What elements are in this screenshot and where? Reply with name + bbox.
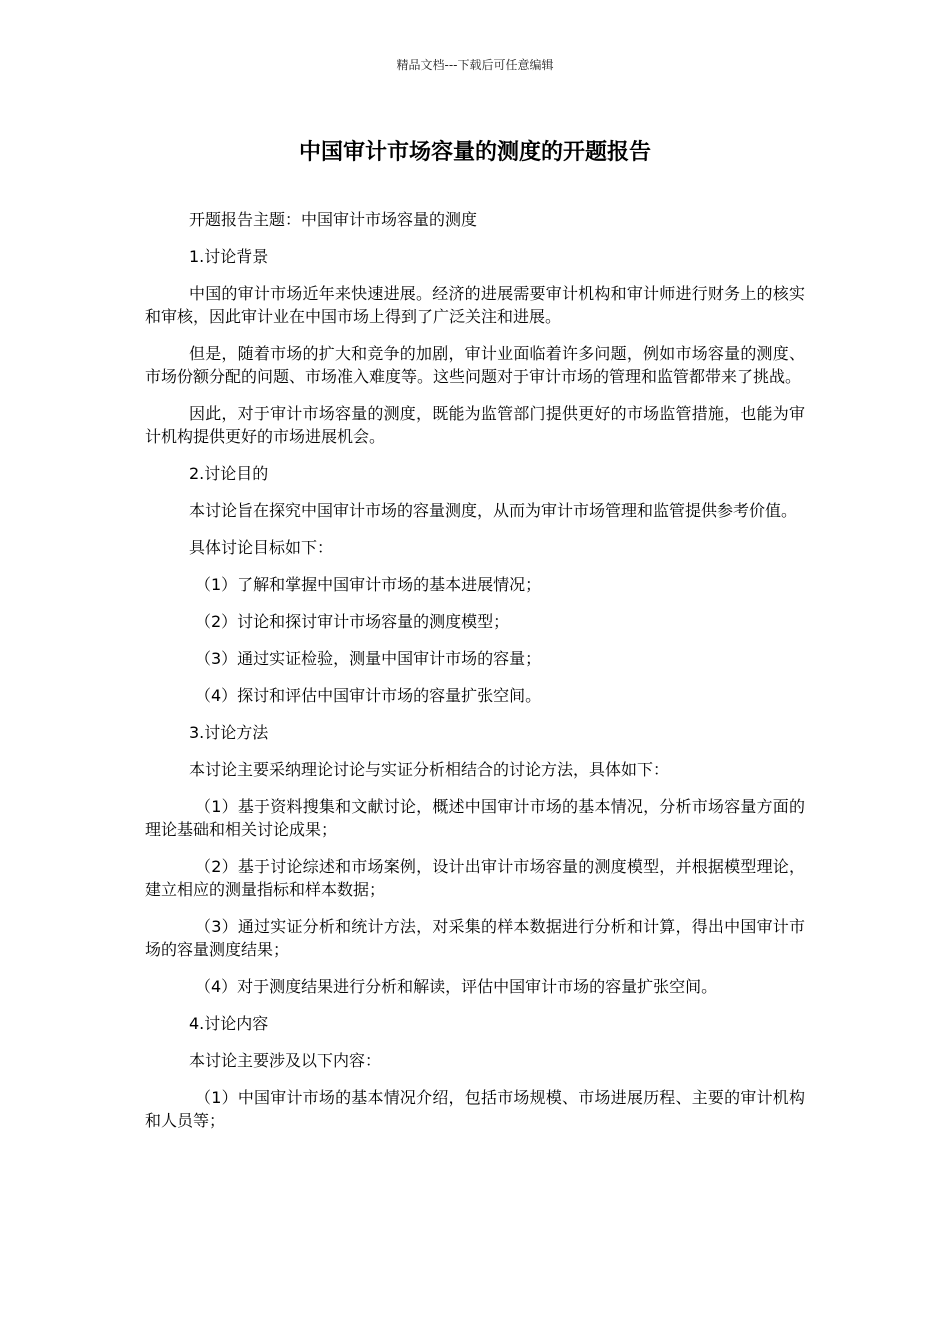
section-heading-background: 1.讨论背景 bbox=[189, 247, 269, 266]
section-heading-method: 3.讨论方法 bbox=[189, 723, 269, 742]
list-item: （4）对于测度结果进行分析和解读，评估中国审计市场的容量扩张空间。 bbox=[195, 977, 718, 996]
list-item: （1）中国审计市场的基本情况介绍，包括市场规模、市场进展历程、主要的审计机构和人员等； bbox=[145, 1088, 805, 1130]
document-body bbox=[145, 208, 805, 1146]
paragraph: 本讨论主要涉及以下内容： bbox=[189, 1051, 382, 1070]
list-item: （2）基于讨论综述和市场案例，设计出审计市场容量的测度模型，并根据模型理论，建立相应的测量指标和样本数据； bbox=[145, 857, 805, 899]
list-item: （3）通过实证检验，测量中国审计市场的容量； bbox=[195, 649, 542, 668]
list-item: （2）讨论和探讨审计市场容量的测度模型； bbox=[195, 612, 510, 631]
section-heading-content: 4.讨论内容 bbox=[189, 1014, 269, 1033]
paragraph: 本讨论主要采纳理论讨论与实证分析相结合的讨论方法，具体如下： bbox=[189, 760, 670, 779]
list-item: （3）通过实证分析和统计方法，对采集的样本数据进行分析和计算，得出中国审计市场的容量测度结果； bbox=[145, 917, 805, 959]
section-heading-purpose: 2.讨论目的 bbox=[189, 464, 269, 483]
paragraph-topic: 开题报告主题：中国审计市场容量的测度 bbox=[189, 210, 478, 229]
list-item: （4）探讨和评估中国审计市场的容量扩张空间。 bbox=[195, 686, 542, 705]
list-item: （1）了解和掌握中国审计市场的基本进展情况； bbox=[195, 575, 542, 594]
list-item: （1）基于资料搜集和文献讨论，概述中国审计市场的基本情况，分析市场容量方面的理论基础和相关讨论成果； bbox=[145, 797, 805, 839]
paragraph: 因此，对于审计市场容量的测度，既能为监管部门提供更好的市场监管措施，也能为审计机构提供更好的市场进展机会。 bbox=[145, 404, 805, 446]
paragraph: 中国的审计市场近年来快速进展。经济的进展需要审计机构和审计师进行财务上的核实和审核，因此审计业在中国市场上得到了广泛关注和进展。 bbox=[145, 284, 805, 326]
paragraph: 但是，随着市场的扩大和竞争的加剧，审计业面临着许多问题，例如市场容量的测度、市场份额分配的问题、市场准入难度等。这些问题对于审计市场的管理和监管都带来了挑战。 bbox=[145, 344, 805, 386]
header-note: 精品文档---下载后可任意编辑 bbox=[396, 58, 554, 72]
document-title: 中国审计市场容量的测度的开题报告 bbox=[298, 140, 651, 165]
paragraph: 具体讨论目标如下： bbox=[189, 538, 334, 557]
paragraph: 本讨论旨在探究中国审计市场的容量测度，从而为审计市场管理和监管提供参考价值。 bbox=[189, 501, 798, 520]
